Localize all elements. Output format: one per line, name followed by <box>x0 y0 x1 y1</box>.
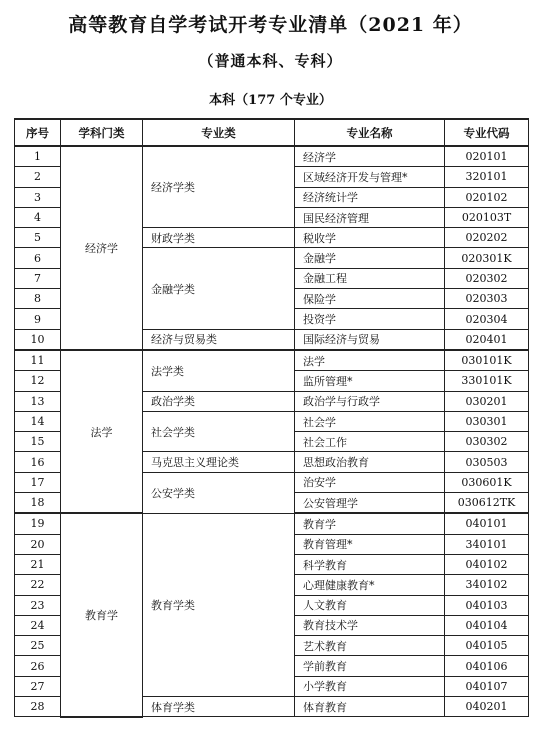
row-serial: 2 <box>15 167 61 187</box>
row-major-code: 030301 <box>445 411 529 431</box>
row-major-code: 040101 <box>445 513 529 534</box>
row-class: 法学类 <box>143 350 295 391</box>
row-major-code: 020304 <box>445 309 529 329</box>
row-serial: 3 <box>15 187 61 207</box>
row-major-name: 金融学 <box>295 248 445 268</box>
row-major-code: 020302 <box>445 268 529 288</box>
row-major-name: 区域经济开发与管理* <box>295 167 445 187</box>
row-category: 经济学 <box>61 146 143 350</box>
row-major-name: 科学教育 <box>295 554 445 574</box>
row-class: 经济与贸易类 <box>143 329 295 350</box>
row-major-name: 学前教育 <box>295 656 445 676</box>
row-major-name: 小学教育 <box>295 676 445 696</box>
row-major-name: 体育教育 <box>295 697 445 717</box>
row-serial: 1 <box>15 146 61 167</box>
row-serial: 26 <box>15 656 61 676</box>
row-serial: 22 <box>15 575 61 595</box>
row-major-name: 国民经济管理 <box>295 207 445 227</box>
row-major-name: 税收学 <box>295 228 445 248</box>
row-major-code: 330101K <box>445 371 529 391</box>
row-class: 马克思主义理论类 <box>143 452 295 472</box>
table-row <box>15 146 529 167</box>
row-class: 体育学类 <box>143 697 295 717</box>
row-major-code: 030302 <box>445 432 529 452</box>
row-serial: 7 <box>15 268 61 288</box>
row-class: 公安学类 <box>143 472 295 513</box>
row-major-name: 思想政治教育 <box>295 452 445 472</box>
row-major-name: 经济统计学 <box>295 187 445 207</box>
row-major-code: 040104 <box>445 615 529 635</box>
row-major-name: 政治学与行政学 <box>295 391 445 411</box>
row-serial: 5 <box>15 228 61 248</box>
header-major-name: 专业名称 <box>295 119 445 146</box>
row-major-code: 040107 <box>445 676 529 696</box>
row-serial: 6 <box>15 248 61 268</box>
header-serial: 序号 <box>15 119 61 146</box>
row-major-name: 社会工作 <box>295 432 445 452</box>
row-serial: 4 <box>15 207 61 227</box>
row-serial: 27 <box>15 676 61 696</box>
row-major-name: 监所管理* <box>295 371 445 391</box>
row-class: 教育学类 <box>143 513 295 696</box>
row-serial: 13 <box>15 391 61 411</box>
row-class: 财政学类 <box>143 228 295 248</box>
row-major-code: 020301K <box>445 248 529 268</box>
row-major-code: 320101 <box>445 167 529 187</box>
section-heading: 本科（177 个专业） <box>209 93 332 108</box>
major-list-table <box>14 118 529 718</box>
row-class: 经济学类 <box>143 146 295 228</box>
row-major-name: 社会学 <box>295 411 445 431</box>
row-major-code: 030503 <box>445 452 529 472</box>
row-major-code: 020303 <box>445 289 529 309</box>
row-major-name: 法学 <box>295 350 445 371</box>
row-serial: 14 <box>15 411 61 431</box>
row-major-name: 艺术教育 <box>295 636 445 656</box>
row-major-code: 040201 <box>445 697 529 717</box>
row-serial: 12 <box>15 371 61 391</box>
row-major-name: 经济学 <box>295 146 445 167</box>
row-major-code: 020401 <box>445 329 529 350</box>
row-serial: 10 <box>15 329 61 350</box>
row-serial: 9 <box>15 309 61 329</box>
row-major-code: 340101 <box>445 534 529 554</box>
header-class: 专业类 <box>143 119 295 146</box>
row-major-name: 公安管理学 <box>295 493 445 514</box>
row-serial: 17 <box>15 472 61 492</box>
row-category: 法学 <box>61 350 143 513</box>
row-serial: 24 <box>15 615 61 635</box>
row-major-code: 040102 <box>445 554 529 574</box>
row-major-name: 教育学 <box>295 513 445 534</box>
row-serial: 23 <box>15 595 61 615</box>
row-major-name: 金融工程 <box>295 268 445 288</box>
row-serial: 25 <box>15 636 61 656</box>
row-major-code: 040106 <box>445 656 529 676</box>
table-header-row <box>15 119 529 146</box>
row-major-code: 030101K <box>445 350 529 371</box>
row-serial: 15 <box>15 432 61 452</box>
row-serial: 8 <box>15 289 61 309</box>
row-major-name: 人文教育 <box>295 595 445 615</box>
page-subtitle: （普通本科、专科） <box>198 52 343 70</box>
table-row <box>15 513 529 534</box>
row-class: 金融学类 <box>143 248 295 329</box>
row-major-code: 030601K <box>445 472 529 492</box>
row-major-name: 保险学 <box>295 289 445 309</box>
row-serial: 16 <box>15 452 61 472</box>
row-major-code: 020202 <box>445 228 529 248</box>
header-major-code: 专业代码 <box>445 119 529 146</box>
row-major-name: 教育管理* <box>295 534 445 554</box>
header-category: 学科门类 <box>61 119 143 146</box>
row-serial: 19 <box>15 513 61 534</box>
table-row <box>15 350 529 371</box>
row-class: 政治学类 <box>143 391 295 411</box>
row-major-code: 020103T <box>445 207 529 227</box>
row-category: 教育学 <box>61 513 143 716</box>
page-title: 高等教育自学考试开考专业清单（2021 年） <box>68 14 473 36</box>
row-major-code: 030201 <box>445 391 529 411</box>
row-major-name: 治安学 <box>295 472 445 492</box>
row-serial: 21 <box>15 554 61 574</box>
row-major-code: 340102 <box>445 575 529 595</box>
row-major-code: 040103 <box>445 595 529 615</box>
row-class: 社会学类 <box>143 411 295 452</box>
row-major-name: 国际经济与贸易 <box>295 329 445 350</box>
row-major-code: 030612TK <box>445 493 529 514</box>
row-serial: 18 <box>15 493 61 514</box>
table-body <box>15 146 529 717</box>
row-major-name: 教育技术学 <box>295 615 445 635</box>
row-serial: 11 <box>15 350 61 371</box>
row-serial: 20 <box>15 534 61 554</box>
row-major-code: 040105 <box>445 636 529 656</box>
row-major-name: 心理健康教育* <box>295 575 445 595</box>
row-major-name: 投资学 <box>295 309 445 329</box>
row-serial: 28 <box>15 697 61 717</box>
row-major-code: 020101 <box>445 146 529 167</box>
row-major-code: 020102 <box>445 187 529 207</box>
